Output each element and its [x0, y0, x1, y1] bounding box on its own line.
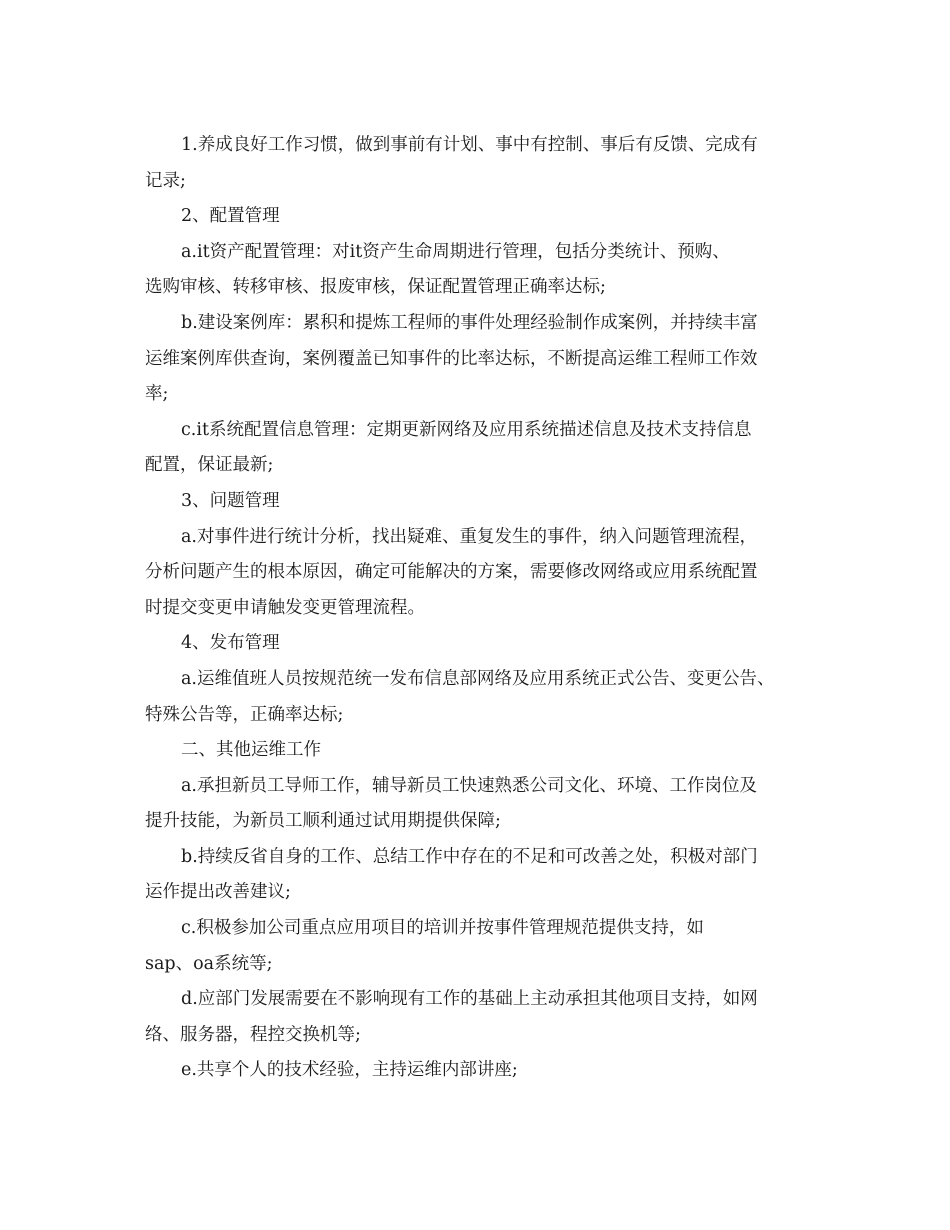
paragraph-line: c.it系统配置信息管理：定期更新网络及应用系统描述信息及技术支持信息 [181, 419, 752, 440]
section-heading: 二、其他运维工作 [181, 740, 321, 761]
paragraph-line: 记录; [145, 170, 186, 191]
paragraph-line: a.运维值班人员按规范统一发布信息部网络及应用系统正式公告、变更公告、 [181, 668, 775, 689]
paragraph-line: d.应部门发展需要在不影响现有工作的基础上主动承担其他项目支持，如网 [181, 989, 758, 1010]
paragraph-line: c.积极参加公司重点应用项目的培训并按事件管理规范提供支持，如 [181, 918, 704, 939]
paragraph-line: 络、服务器，程控交换机等; [145, 1024, 361, 1045]
paragraph-line: a.承担新员工导师工作，辅导新员工快速熟悉公司文化、环境、工作岗位及 [181, 775, 757, 796]
paragraph-line: 1.养成良好工作习惯，做到事前有计划、事中有控制、事后有反馈、完成有 [181, 135, 758, 155]
paragraph-line: b.持续反省自身的工作、总结工作中存在的不足和可改善之处，积极对部门 [181, 846, 758, 867]
section-heading: 2、配置管理 [181, 206, 280, 227]
paragraph-line: 提升技能，为新员工顺利通过试用期提供保障; [145, 811, 501, 832]
paragraph-line: a.it资产配置管理：对it资产生命周期进行管理，包括分类统计、预购、 [181, 241, 730, 262]
paragraph-line: 率; [145, 384, 169, 405]
paragraph-line: 选购审核、转移审核、报废审核，保证配置管理正确率达标; [145, 277, 606, 298]
paragraph-line: 运作提出改善建议; [145, 882, 291, 903]
paragraph-line: 配置，保证最新; [145, 455, 274, 476]
paragraph-line: b.建设案例库：累积和提炼工程师的事件处理经验制作成案例，并持续丰富 [181, 312, 758, 333]
paragraph-line: 分析问题产生的根本原因，确定可能解决的方案，需要修改网络或应用系统配置 [145, 562, 758, 583]
paragraph-line: sap、oa系统等; [145, 953, 273, 974]
document-body [145, 128, 815, 1089]
paragraph-line: 时提交变更申请触发变更管理流程。 [145, 597, 425, 618]
paragraph-line: 运维案例库供查询，案例覆盖已知事件的比率达标，不断提高运维工程师工作效 [145, 348, 758, 369]
section-heading: 4、发布管理 [181, 633, 280, 654]
section-heading: 3、问题管理 [181, 490, 280, 511]
paragraph-line: e.共享个人的技术经验，主持运维内部讲座; [181, 1060, 518, 1081]
paragraph-line: 特殊公告等，正确率达标; [145, 704, 344, 725]
paragraph-line: a.对事件进行统计分析，找出疑难、重复发生的事件，纳入问题管理流程， [181, 526, 757, 547]
